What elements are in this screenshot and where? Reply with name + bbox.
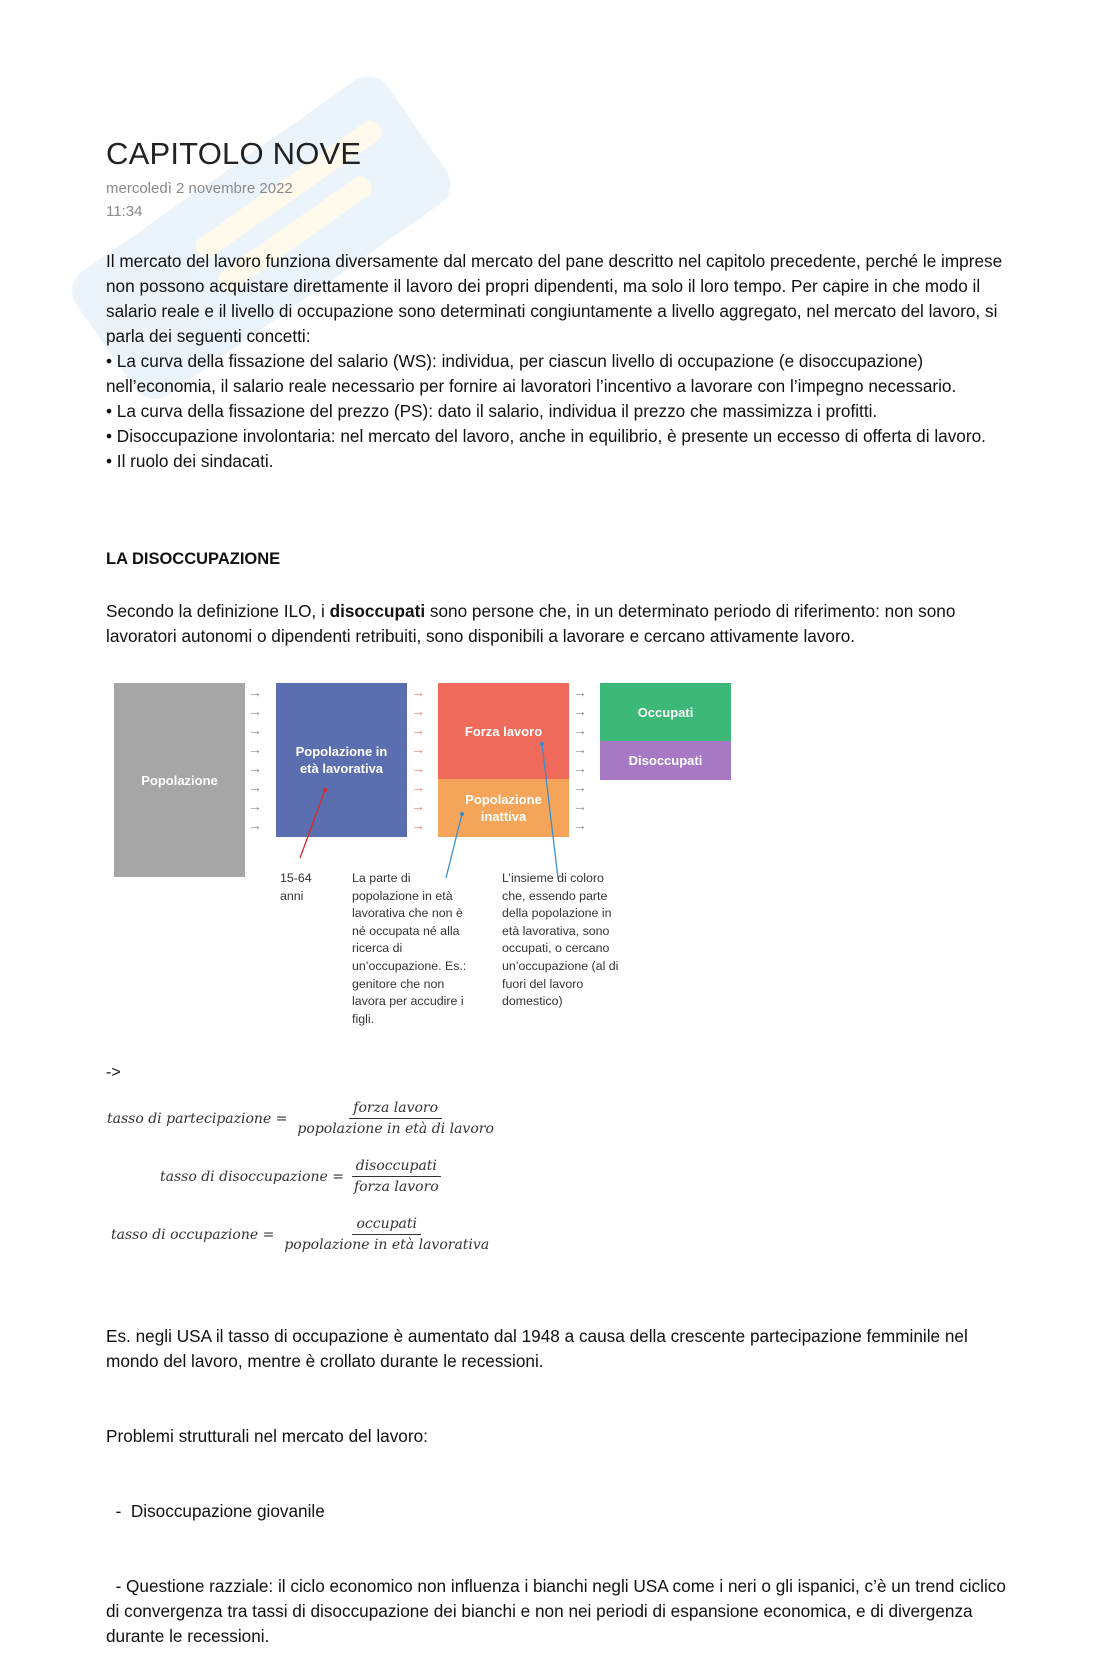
arrow-right-icon: → <box>573 703 587 719</box>
formula-numerator: disoccupati <box>352 1158 441 1177</box>
formula-denominator: forza lavoro <box>353 1179 439 1195</box>
closing-item-razziale: - Questione razziale: il ciclo economico non influenza i bianchi negli USA come i neri o gli ispanici, c’è un trend ciclico di convergenza tra tassi di disoccupazione dei bianchi e non nei periodi di espansione economica, e di divergenza durante le recessioni. <box>106 1576 1011 1646</box>
definition-text <box>106 599 1011 649</box>
definition-pre: Secondo la definizione ILO, i <box>106 601 330 621</box>
pointer-line-forza <box>542 744 558 878</box>
closing-text <box>106 1274 1011 1674</box>
arrow-right-icon: → <box>411 741 425 757</box>
arrow-right-icon: → <box>248 741 262 757</box>
population-diagram <box>112 680 742 1040</box>
arrow-right-icon: → <box>248 817 262 833</box>
bullet-involontaria: • Disoccupazione involontaria: nel mercato del lavoro, anche in equilibrio, è presente un eccesso di offerta di lavoro. <box>106 426 986 446</box>
arrow-right-icon: → <box>573 722 587 738</box>
page-title: CAPITOLO NOVE <box>106 136 362 171</box>
box-popolazione: Popolazione <box>114 683 245 877</box>
box-occupati: Occupati <box>600 683 731 741</box>
box-disoccupati: Disoccupati <box>600 741 731 780</box>
arrow-right-icon: → <box>573 684 587 700</box>
arrow-right-icon: → <box>411 722 425 738</box>
pointer-dot-inattiva <box>460 812 464 816</box>
arrow-right-icon: → <box>573 817 587 833</box>
arrow-right-icon: → <box>248 722 262 738</box>
formula-label: tasso di occupazione = <box>111 1226 275 1243</box>
arrow-right-icon: → <box>411 798 425 814</box>
closing-problems: Problemi strutturali nel mercato del lavoro: <box>106 1426 428 1446</box>
arrow-right-icon: → <box>573 741 587 757</box>
bullet-ws: • La curva della fissazione del salario (WS): individua, per ciascun livello di occupazione (e disoccupazione) nell’economia, il salario reale necessario per fornire ai lavoratori l’incentivo a lavorare con l’impegno necessario. <box>106 351 957 396</box>
bullet-ps: • La curva della fissazione del prezzo (PS): dato il salario, individua il prezzo che massimizza i profitti. <box>106 401 878 421</box>
pointer-line-age <box>300 790 325 858</box>
bullet-sindacati: • Il ruolo dei sindacati. <box>106 451 274 471</box>
arrow-right-icon: → <box>411 760 425 776</box>
box-inattiva: Popolazione inattiva <box>438 779 569 837</box>
arrow-marker: -> <box>106 1064 121 1081</box>
formula-numerator: occupati <box>352 1216 421 1235</box>
definition-bold: disoccupati <box>329 601 426 621</box>
note-forza-lavoro: L’insieme di coloro che, essendo parte della popolazione in età lavorativa, sono occupati, o cercano un’occupazione (al di fuori del lavoro domestico) <box>502 871 619 1009</box>
arrow-right-icon: → <box>248 703 262 719</box>
closing-example: Es. negli USA il tasso di occupazione è aumentato dal 1948 a causa della crescente partecipazione femminile nel mondo del lavoro, mentre è crollato durante le recessioni. <box>106 1326 973 1371</box>
note-age: 15-64 anni <box>280 871 312 903</box>
pointer-dot-age <box>323 788 327 792</box>
page-date: mercoledì 2 novembre 2022 <box>106 180 293 197</box>
arrow-right-icon: → <box>411 817 425 833</box>
formula-partecipazione <box>107 1100 498 1137</box>
arrow-right-icon: → <box>248 684 262 700</box>
arrow-right-icon: → <box>573 760 587 776</box>
arrow-right-icon: → <box>411 779 425 795</box>
box-forza-lavoro: Forza lavoro <box>438 683 569 779</box>
closing-item-giovanile: - Disoccupazione giovanile <box>106 1501 325 1521</box>
pointer-dot-forza <box>540 742 544 746</box>
arrow-right-icon: → <box>573 798 587 814</box>
arrow-right-icon: → <box>411 703 425 719</box>
formula-label: tasso di disoccupazione = <box>160 1168 344 1185</box>
arrow-right-icon: → <box>248 760 262 776</box>
intro-paragraph: Il mercato del lavoro funziona diversamente dal mercato del pane descritto nel capitolo precedente, perché le imprese non possono acquistare direttamente il lavoro dei propri dipendenti, ma solo il loro tempo. Per capire in che modo il salario reale e il livello di occupazione sono determinati congiuntamente a livello aggregato, nel mercato del lavoro, si parla dei seguenti concetti: <box>106 251 1003 346</box>
note-inattiva: La parte di popolazione in età lavorativa che non è né occupata né alla ricerca di un’occupazione. Es.: genitore che non lavora per accudire i figli. <box>352 871 467 1026</box>
box-eta-lavorativa: Popolazione in età lavorativa <box>276 683 407 837</box>
intro-text <box>106 249 1011 474</box>
formula-denominator: popolazione in età lavorativa <box>284 1237 490 1253</box>
pointer-line-inattiva <box>446 814 462 878</box>
formula-numerator: forza lavoro <box>349 1100 442 1119</box>
definition-post: sono persone che, in un determinato periodo di riferimento: non sono lavoratori autonomi o dipendenti retribuiti, sono disponibili a lavorare e cercano attivamente lavoro. <box>106 601 956 646</box>
arrow-right-icon: → <box>248 798 262 814</box>
section-heading: LA DISOCCUPAZIONE <box>106 550 281 568</box>
formula-occupazione <box>111 1216 493 1253</box>
arrow-right-icon: → <box>573 779 587 795</box>
formula-denominator: popolazione in età di lavoro <box>297 1121 494 1137</box>
arrow-right-icon: → <box>411 684 425 700</box>
formula-label: tasso di partecipazione = <box>107 1110 288 1127</box>
formula-disoccupazione <box>160 1158 443 1195</box>
arrow-right-icon: → <box>248 779 262 795</box>
page-time: 11:34 <box>106 203 143 220</box>
